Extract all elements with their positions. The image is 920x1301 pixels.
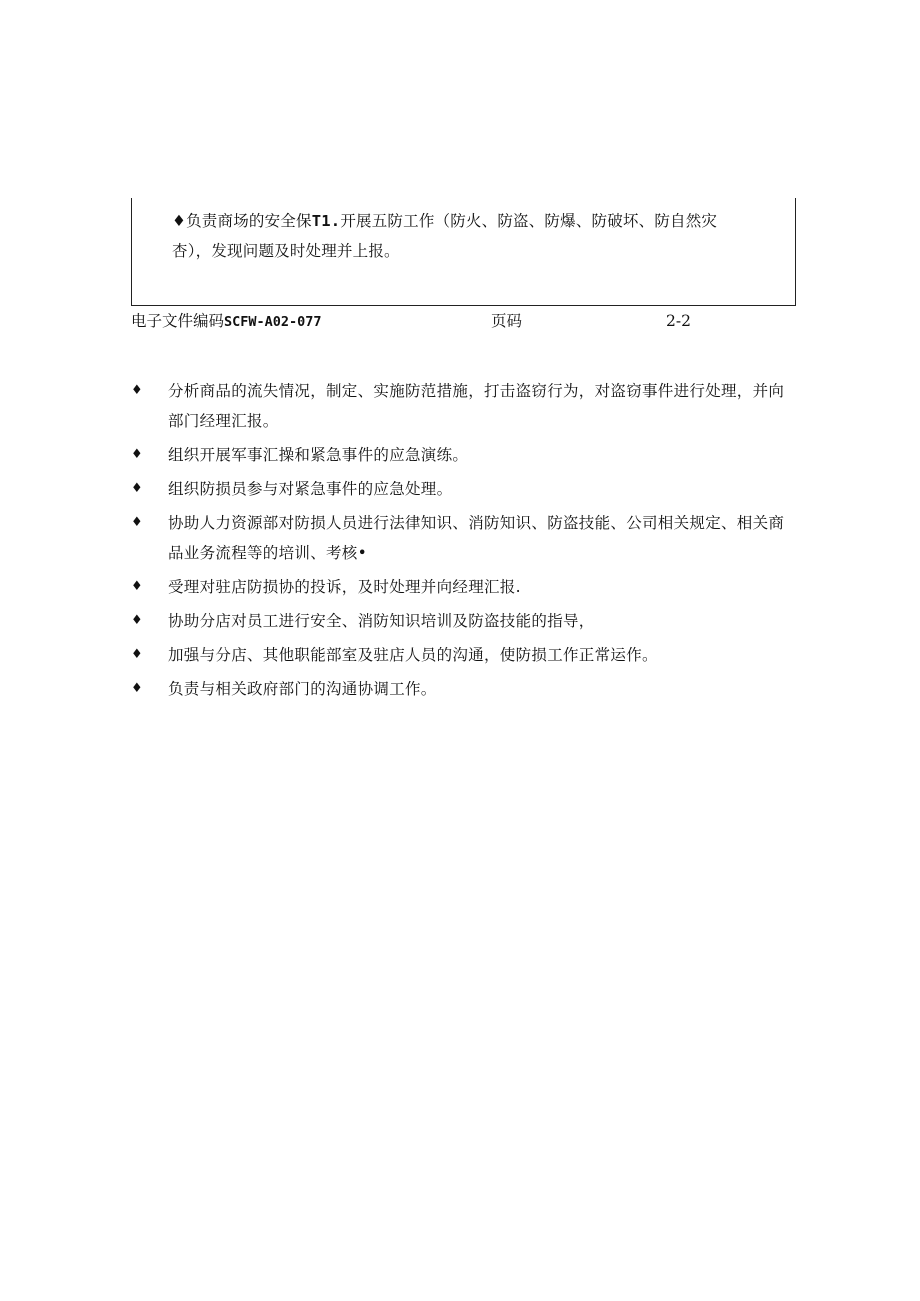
duty-text-line2: 杏），发现问题及时处理并上报。 (172, 242, 400, 260)
duty-list (0, 376, 920, 708)
list-item-text: 组织开展军事汇操和紧急事件的应急演练。 (168, 446, 469, 464)
page-number: 2-2 (666, 312, 691, 330)
file-code-label: 电子文件编码 (131, 312, 225, 330)
file-code-value: SCFW-A02-077 (224, 314, 322, 330)
list-item-text: 组织防损员参与对紧急事件的应急处理。 (168, 480, 453, 498)
list-item-text: 协助分店对员工进行安全、消防知识培训及防盗技能的指导， (168, 612, 595, 630)
bullet-icon: ♦ (131, 613, 143, 628)
list-item (0, 440, 796, 470)
duty-cell-text (172, 206, 772, 266)
duty-text-bold: T1. (311, 212, 341, 230)
bullet-icon: ♦ (172, 212, 187, 230)
list-item (0, 572, 796, 602)
list-item (0, 606, 796, 636)
duty-table-cell (131, 198, 796, 306)
list-item (0, 474, 796, 504)
bullet-icon: ♦ (131, 579, 143, 594)
duty-text-part1: 负责商场的安全保 (186, 212, 312, 230)
bullet-icon: ♦ (131, 447, 143, 462)
duty-text-part2: 开展五防工作（防火、防盗、防爆、防破坏、防自然灾 (340, 212, 718, 230)
list-item-text: 协助人力资源部对防损人员进行法律知识、消防知识、防盗技能、公司相关规定、相关商品业务流程等的培训、考核• (168, 514, 785, 562)
list-item (0, 376, 796, 436)
list-item (0, 640, 796, 670)
list-item (0, 508, 796, 568)
page-label: 页码 (491, 312, 523, 330)
list-item-text: 负责与相关政府部门的沟通协调工作。 (168, 680, 437, 698)
bullet-icon: ♦ (131, 383, 143, 398)
bullet-icon: ♦ (131, 515, 143, 530)
file-code (131, 310, 322, 333)
list-item (0, 674, 796, 704)
bullet-icon: ♦ (131, 647, 143, 662)
bullet-icon: ♦ (131, 481, 143, 496)
bullet-icon: ♦ (131, 681, 143, 696)
list-item-text: 加强与分店、其他职能部室及驻店人员的沟通，使防损工作正常运作。 (168, 646, 658, 664)
list-item-text: 分析商品的流失情况，制定、实施防范措施，打击盗窃行为，对盗窃事件进行处理，并向部门经理汇报。 (168, 382, 785, 430)
list-item-text: 受理对驻店防损协的投诉，及时处理并向经理汇报. (168, 578, 521, 596)
